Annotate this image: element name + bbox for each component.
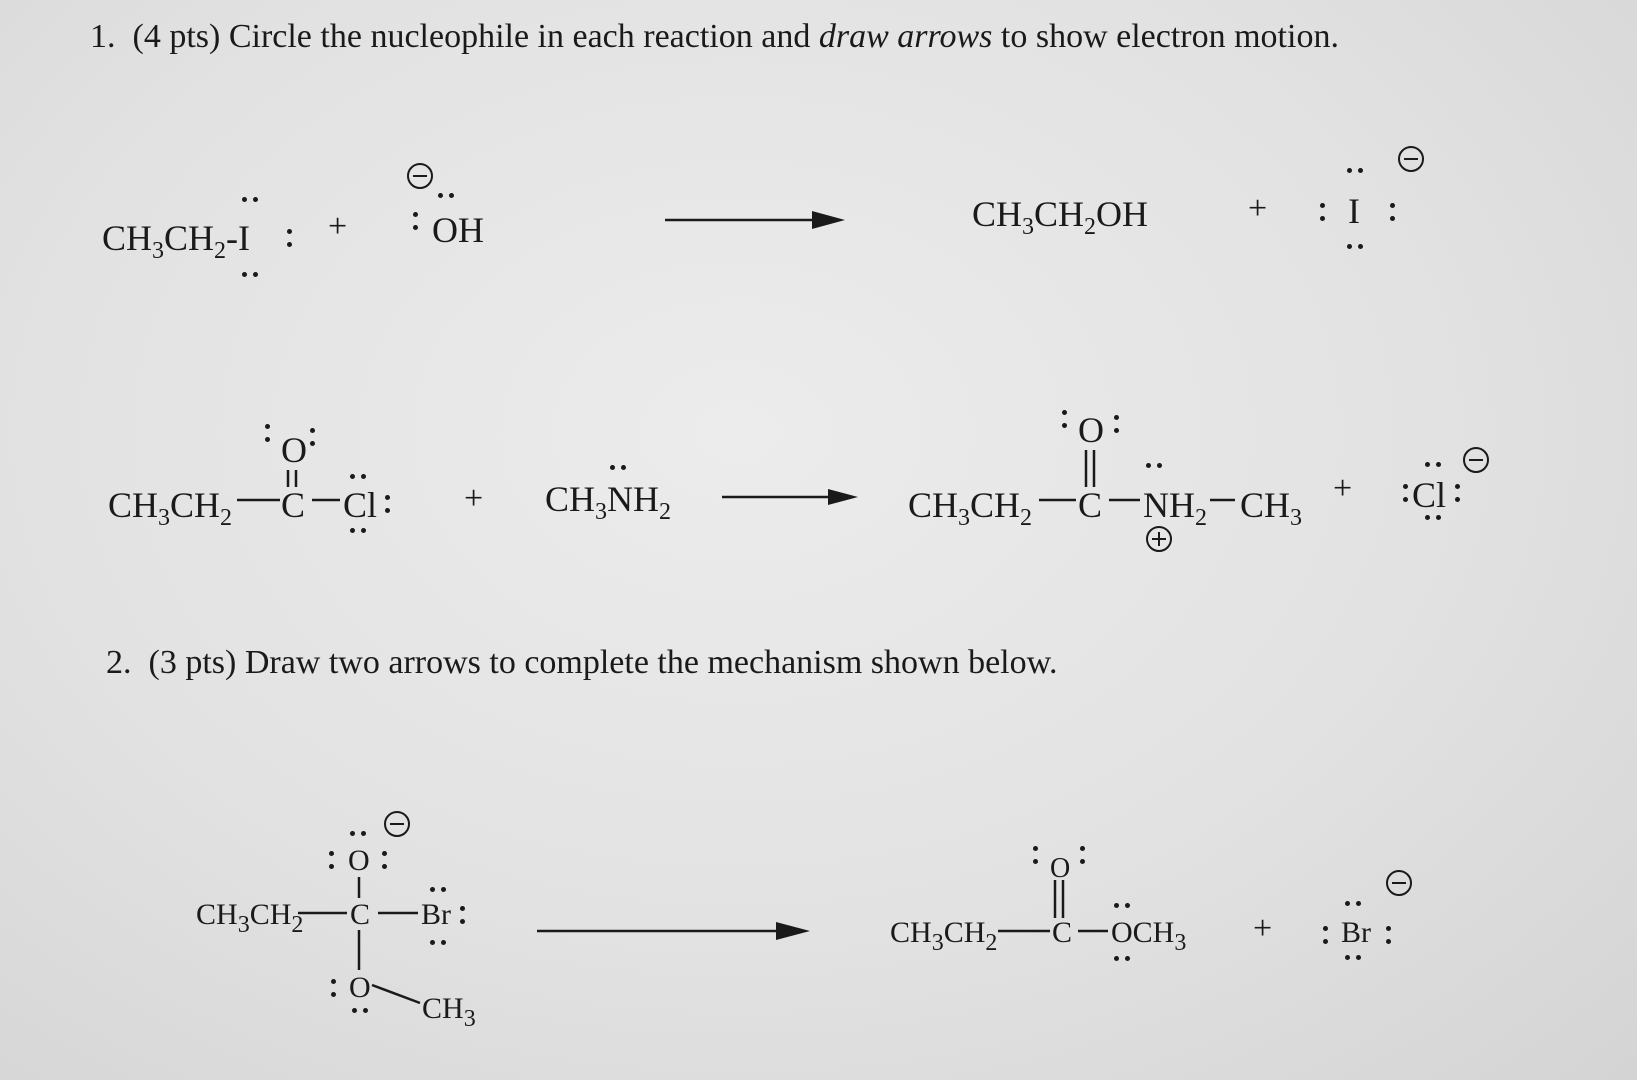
lone-pair — [1425, 515, 1441, 520]
lone-pair — [1347, 244, 1363, 249]
lone-pair — [1320, 203, 1326, 221]
question-1-instruction-a: Circle the nucleophile in each reaction and — [228, 18, 811, 55]
reaction-1-iodide: I — [1348, 191, 1360, 231]
mechanism-bromide: Br — [1341, 916, 1371, 949]
lone-pair — [430, 940, 446, 945]
lone-pair — [610, 465, 626, 470]
negative-charge-icon — [384, 811, 410, 837]
lone-pair — [1146, 463, 1162, 468]
lone-pair — [385, 495, 391, 513]
mechanism-reactant-leaving-group: Br — [421, 898, 451, 931]
lone-pair — [287, 229, 293, 247]
reaction-2-product-oxygen: O — [1078, 410, 1104, 450]
reaction-2-arrowhead — [828, 489, 858, 505]
lone-pair — [1062, 410, 1068, 428]
reaction-2-reactant-chain: $CH_3CH_2$ — [108, 485, 233, 531]
lone-pair — [1345, 955, 1361, 960]
mechanism-reactant-chain: $CH_3CH_2$ — [196, 898, 304, 938]
reaction-2-plus-1: + — [464, 480, 484, 517]
question-2-text — [106, 644, 1057, 682]
positive-charge-icon — [1146, 526, 1172, 552]
reaction-2-product-chain: $CH_3CH_2$ — [908, 485, 1033, 531]
reaction-2-reactant-oxygen: O — [281, 430, 307, 470]
negative-charge-icon — [1463, 447, 1489, 473]
question-2-number: 2. — [106, 644, 132, 681]
reaction-1-plus-1: + — [328, 208, 348, 245]
lone-pair — [329, 851, 335, 869]
negative-charge-icon — [407, 163, 433, 189]
reaction-2-reactant-carbon: C — [281, 485, 306, 525]
lone-pair — [1114, 415, 1120, 433]
lone-pair — [350, 474, 366, 479]
reaction-1-arrowhead — [812, 211, 845, 229]
question-1-instruction-b: to show electron motion. — [1000, 18, 1339, 55]
reaction-2-reactant-chlorine: Cl — [343, 485, 378, 525]
mechanism-reactant-methyl: $CH_3$ — [422, 992, 476, 1032]
mechanism-arrowhead — [776, 922, 810, 940]
mechanism-product-ester: $OCH_3$ — [1111, 916, 1187, 956]
negative-charge-icon — [1398, 146, 1424, 172]
reaction-1-iodoethane — [102, 218, 251, 264]
lone-pair — [350, 528, 366, 533]
reaction-2-plus-2: + — [1333, 470, 1353, 507]
lone-pair — [1345, 901, 1361, 906]
negative-charge-icon — [1386, 870, 1412, 896]
question-2-instruction: Draw two arrows to complete the mechanism shown below. — [244, 644, 1058, 681]
mechanism-product-oxygen: O — [1050, 853, 1071, 884]
lone-pair — [1403, 484, 1409, 502]
reaction-1-ethanol: $CH_3CH_2OH$ — [972, 194, 1149, 240]
mechanism-product-chain: $CH_3CH_2$ — [890, 916, 998, 956]
mechanism-reactant-top-oxygen: O — [348, 844, 370, 877]
lone-pair — [1080, 846, 1086, 864]
reaction-2-product-nitrogen: $NH_2$ — [1143, 485, 1207, 531]
reaction-1-reactant-1: $CH_3CH_2-I$ — [102, 218, 251, 264]
lone-pair — [1323, 926, 1329, 944]
reaction-1-hydroxide: OH — [432, 210, 484, 250]
lone-pair — [438, 193, 454, 198]
lone-pair — [265, 424, 271, 442]
lone-pair — [1114, 956, 1130, 961]
reaction-2-methylamine: $CH_3NH_2$ — [545, 479, 672, 525]
question-1-instruction-emphasis: draw arrows — [818, 18, 993, 55]
lone-pair — [413, 212, 419, 230]
lone-pair — [1386, 926, 1392, 944]
reaction-2-product-methyl: $CH_3$ — [1240, 485, 1303, 531]
lone-pair — [310, 428, 316, 446]
lone-pair — [460, 906, 466, 924]
reaction-2-chloride: Cl — [1412, 475, 1447, 515]
lone-pair — [1033, 846, 1039, 864]
reaction-1-plus-2: + — [1248, 190, 1268, 227]
lone-pair — [331, 979, 337, 997]
lone-pair — [350, 831, 366, 836]
question-1-number: 1. — [90, 18, 116, 55]
question-1-points: (4 pts) — [132, 18, 221, 55]
reaction-2-product-carbon: C — [1078, 485, 1103, 525]
mechanism-plus: + — [1253, 910, 1273, 947]
lone-pair — [1347, 168, 1363, 173]
lone-pair — [242, 272, 258, 277]
lone-pair — [430, 887, 446, 892]
lone-pair — [352, 1008, 368, 1013]
mechanism-product-carbon: C — [1052, 916, 1073, 949]
mechanism-reactant-carbon: C — [350, 898, 371, 931]
lone-pair — [1455, 484, 1461, 502]
question-2-points: (3 pts) — [148, 644, 237, 681]
lone-pair — [1425, 462, 1441, 467]
lone-pair — [382, 851, 388, 869]
lone-pair — [1390, 203, 1396, 221]
lone-pair — [1114, 903, 1130, 908]
lone-pair — [242, 197, 258, 202]
mechanism-reactant-bottom-oxygen: O — [349, 971, 371, 1004]
